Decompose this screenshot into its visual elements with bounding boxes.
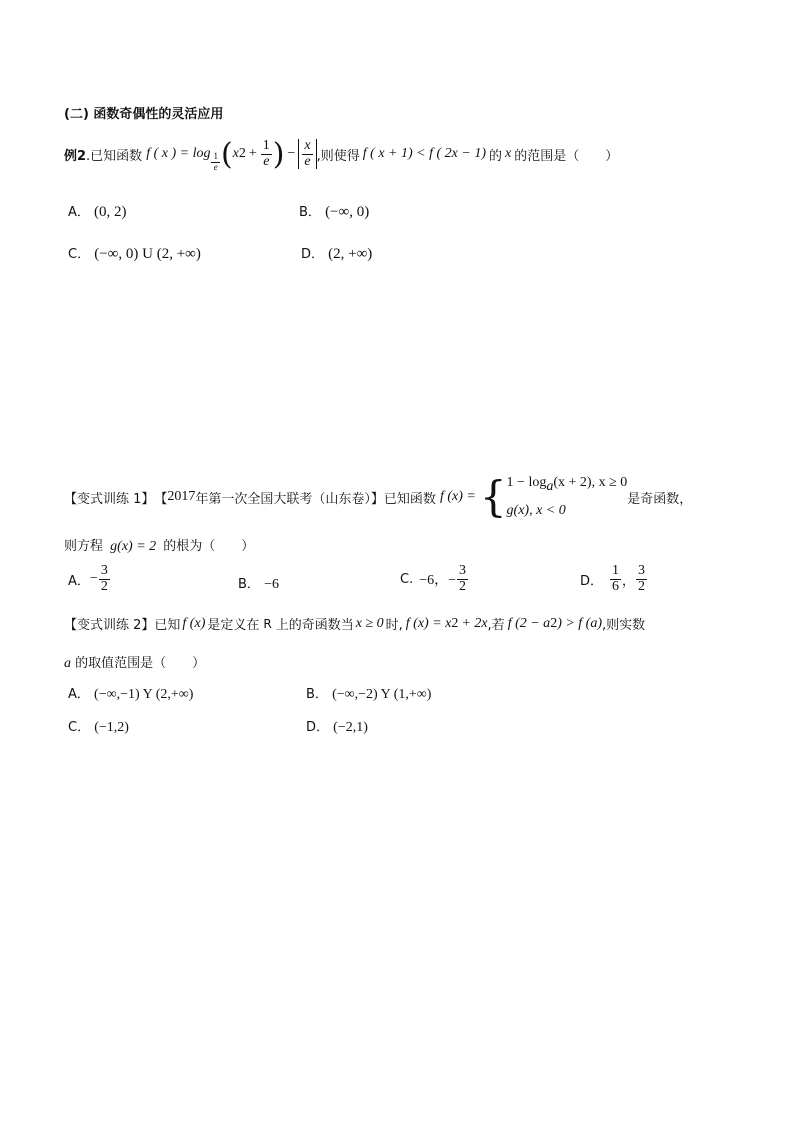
v2-option-c[interactable]: C． (−1,2) xyxy=(68,720,129,735)
log-base: $\frac{1}{e}$ xyxy=(213,151,218,172)
v1-option-d[interactable]: D． $\frac{1}{6}$ ， $\frac{3}{2}$ xyxy=(580,563,646,594)
fraction-1-over-e: $\frac{1}{e}$ xyxy=(262,137,270,169)
option-c[interactable]: C． (−∞, 0) U (2, +∞) xyxy=(68,246,201,262)
v1-option-a[interactable]: A． − $\frac{3}{2}$ xyxy=(68,563,108,594)
v1-option-b[interactable]: B． −6 xyxy=(238,577,279,592)
example-2-stem: 例2 .已知函数 f ( x ) = log $\frac{1}{e}$ ( x 2 + $\frac{1}{e}$ ) − $\frac{x}{e}$ ,则使得 f ( x + 1) < f ( 2x − 1) 的 x 的范围是（ ） xyxy=(64,136,619,172)
option-a[interactable]: A． (0, 2) xyxy=(68,204,127,220)
example-lead: .已知函数 xyxy=(86,148,143,164)
absolute-value: $\frac{x}{e}$ xyxy=(298,139,316,169)
variant-1-line2: 则方程 g(x) = 2 的根为（ ） xyxy=(64,539,255,554)
variant-2-line2: a 的取值范围是（ ） xyxy=(64,656,206,671)
variant-2-stem: 【变式训练 2】 已知 f (x) 是定义在 R 上的奇函数当 x ≥ 0 时, f (x) = x 2 + 2x ,若 f (2 − a 2 ) > f (a) ,则实数 xyxy=(64,615,646,633)
piecewise-cases: $1 - \log_a(x + 2)$, x ≥ 0 g(x), x < 0 xyxy=(506,475,628,518)
inequality: f ( x + 1) < f ( 2x − 1) xyxy=(362,146,486,161)
v1-option-c[interactable]: C. −6，− $\frac{3}{2}$ xyxy=(400,563,467,594)
right-paren: ) xyxy=(272,136,285,172)
piecewise-brace: { xyxy=(479,472,507,521)
function-lhs: f ( x ) = log xyxy=(146,146,211,161)
v2-option-d[interactable]: D． (−2,1) xyxy=(306,720,368,735)
variant-1-stem: 【变式训练 1】 【 2017 年第一次全国大联考（山东卷）】已知函数 f (x) = { $1 - \log_a(x + 2)$, x ≥ 0 g(x), x < 0 是奇函数， xyxy=(64,472,693,521)
example-label: 例2 xyxy=(64,148,87,164)
left-paren: ( xyxy=(220,136,233,172)
option-d[interactable]: D． (2, +∞) xyxy=(301,246,373,262)
section-title: (二) 函数奇偶性的灵活应用 xyxy=(64,107,224,122)
option-b[interactable]: B． (−∞, 0) xyxy=(299,204,370,220)
v2-option-a[interactable]: A． (−∞,−1) Y (2,+∞) xyxy=(68,687,194,702)
v2-option-b[interactable]: B． (−∞,−2) Y (1,+∞) xyxy=(306,687,432,702)
